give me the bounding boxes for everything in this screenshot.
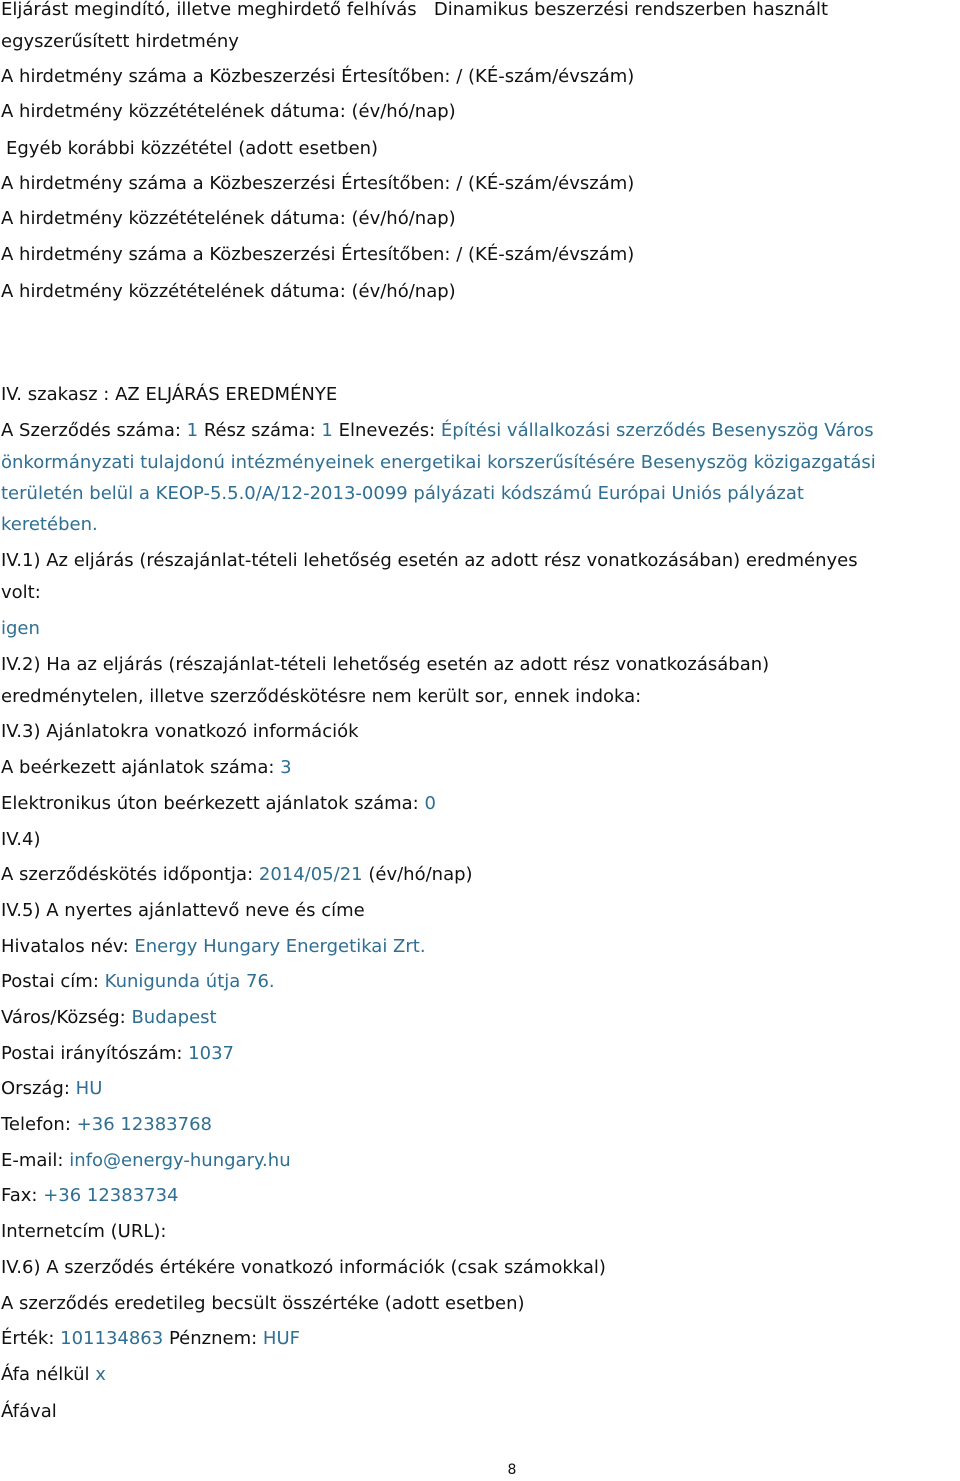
- zip-label: Postai irányítószám:: [1, 1043, 183, 1064]
- date-line: [1, 863, 473, 887]
- vat-incl-label: Áfával: [1, 1401, 57, 1422]
- country-label: Ország:: [1, 1078, 70, 1099]
- header-line-8: A hirdetmény száma a Közbeszerzési Értesítőben: / (KÉ-szám/évszám): [1, 244, 635, 265]
- value-line: [1, 1327, 300, 1351]
- country-line: [1, 1077, 102, 1101]
- email-value: info@energy-hungary.hu: [69, 1150, 291, 1171]
- city-value: Budapest: [131, 1007, 217, 1028]
- header-line-7: A hirdetmény közzétételének dátuma: (év/hó/nap): [1, 208, 456, 229]
- date-label: A szerződéskötés időpontja:: [1, 864, 254, 885]
- email-label: E-mail:: [1, 1150, 64, 1171]
- currency-value: HUF: [262, 1328, 300, 1349]
- name-label: Elnevezés:: [338, 420, 436, 441]
- official-name-line: [1, 935, 426, 959]
- country-value: HU: [75, 1078, 103, 1099]
- offers-label: A beérkezett ajánlatok száma:: [1, 757, 275, 778]
- postal-line: [1, 970, 275, 994]
- eoffers-label: Elektronikus úton beérkezett ajánlatok száma:: [1, 793, 419, 814]
- header-line-5: Egyéb korábbi közzététel (adott esetben): [6, 138, 379, 159]
- contract-label: A Szerződés száma:: [1, 420, 181, 441]
- iv6-title: IV.6) A szerződés értékére vonatkozó információk (csak számokkal): [1, 1257, 606, 1278]
- part-label: Rész száma:: [203, 420, 316, 441]
- vat-excl-value: x: [95, 1364, 106, 1385]
- header-line-1: [1, 0, 828, 22]
- offers-value: 3: [280, 757, 292, 778]
- phone-line: [1, 1113, 212, 1137]
- city-line: [1, 1006, 217, 1030]
- official-name-value: Energy Hungary Energetikai Zrt.: [134, 936, 426, 957]
- offers-line: [1, 756, 292, 780]
- iv4-title: IV.4): [1, 829, 41, 850]
- currency-label: Pénznem:: [168, 1328, 258, 1349]
- name-value-4: keretében.: [1, 514, 98, 535]
- name-value-1: Építési vállalkozási szerződés Besenyszög Város: [440, 420, 874, 441]
- official-name-label: Hivatalos név:: [1, 936, 129, 957]
- fax-line: [1, 1184, 179, 1208]
- page-number: 8: [507, 1462, 517, 1478]
- notice-type-value: Dinamikus beszerzési rendszerben használt: [433, 0, 829, 20]
- zip-line: [1, 1042, 234, 1066]
- iv1-value: igen: [1, 618, 40, 639]
- iv5-title: IV.5) A nyertes ajánlattevő neve és címe: [1, 900, 365, 921]
- iv3-title: IV.3) Ajánlatokra vonatkozó információk: [1, 721, 359, 742]
- header-line-6: A hirdetmény száma a Közbeszerzési Értesítőben: / (KÉ-szám/évszám): [1, 173, 635, 194]
- zip-value: 1037: [188, 1043, 234, 1064]
- part-value: 1: [321, 420, 333, 441]
- header-line-4: A hirdetmény közzétételének dátuma: (év/hó/nap): [1, 101, 456, 122]
- vat-excl-label: Áfa nélkül: [1, 1364, 90, 1385]
- iv1-line-2: volt:: [1, 582, 41, 603]
- contract-value: 1: [186, 420, 199, 441]
- value-amount: 101134863: [60, 1328, 164, 1349]
- postal-label: Postai cím:: [1, 971, 99, 992]
- fax-value: +36 12383734: [43, 1185, 179, 1206]
- iv2-line-1: IV.2) Ha az eljárás (részajánlat-tételi lehetőség esetén az adott rész vonatkozásában): [1, 654, 770, 675]
- header-line-2: egyszerűsített hirdetmény: [1, 31, 239, 52]
- date-value: 2014/05/21: [258, 864, 363, 885]
- phone-value: +36 12383768: [76, 1114, 212, 1135]
- name-value-3: területén belül a KEOP-5.5.0/A/12-2013-0099 pályázati kódszámú Európai Uniós pályázat: [1, 483, 804, 504]
- eoffers-value: 0: [424, 793, 436, 814]
- postal-value: Kunigunda útja 76.: [104, 971, 275, 992]
- estimate-title: A szerződés eredetileg becsült összértéke (adott esetben): [1, 1293, 525, 1314]
- value-label: Érték:: [1, 1328, 55, 1349]
- iv1-line-1: IV.1) Az eljárás (részajánlat-tételi lehetőség esetén az adott rész vonatkozásában) eredményes: [1, 550, 858, 571]
- notice-type-label: Eljárást megindító, illetve meghirdető felhívás: [1, 0, 417, 20]
- eoffers-line: [1, 792, 436, 816]
- header-line-3: A hirdetmény száma a Közbeszerzési Értesítőben: / (KÉ-szám/évszám): [1, 66, 635, 87]
- vat-excl-line: [1, 1363, 106, 1387]
- city-label: Város/Község:: [1, 1007, 126, 1028]
- url-label: Internetcím (URL):: [1, 1221, 167, 1242]
- fax-label: Fax:: [1, 1185, 38, 1206]
- section-title: IV. szakasz : AZ ELJÁRÁS EREDMÉNYE: [1, 384, 338, 405]
- header-line-9: A hirdetmény közzétételének dátuma: (év/hó/nap): [1, 281, 456, 302]
- date-suffix: (év/hó/nap): [368, 864, 473, 885]
- iv2-line-2: eredménytelen, illetve szerződéskötésre nem került sor, ennek indoka:: [1, 686, 642, 707]
- phone-label: Telefon:: [1, 1114, 71, 1135]
- email-line: [1, 1149, 291, 1173]
- contract-line: [1, 419, 874, 443]
- name-value-2: önkormányzati tulajdonú intézményeinek energetikai korszerűsítésére Besenyszög közigazgatási: [1, 452, 876, 473]
